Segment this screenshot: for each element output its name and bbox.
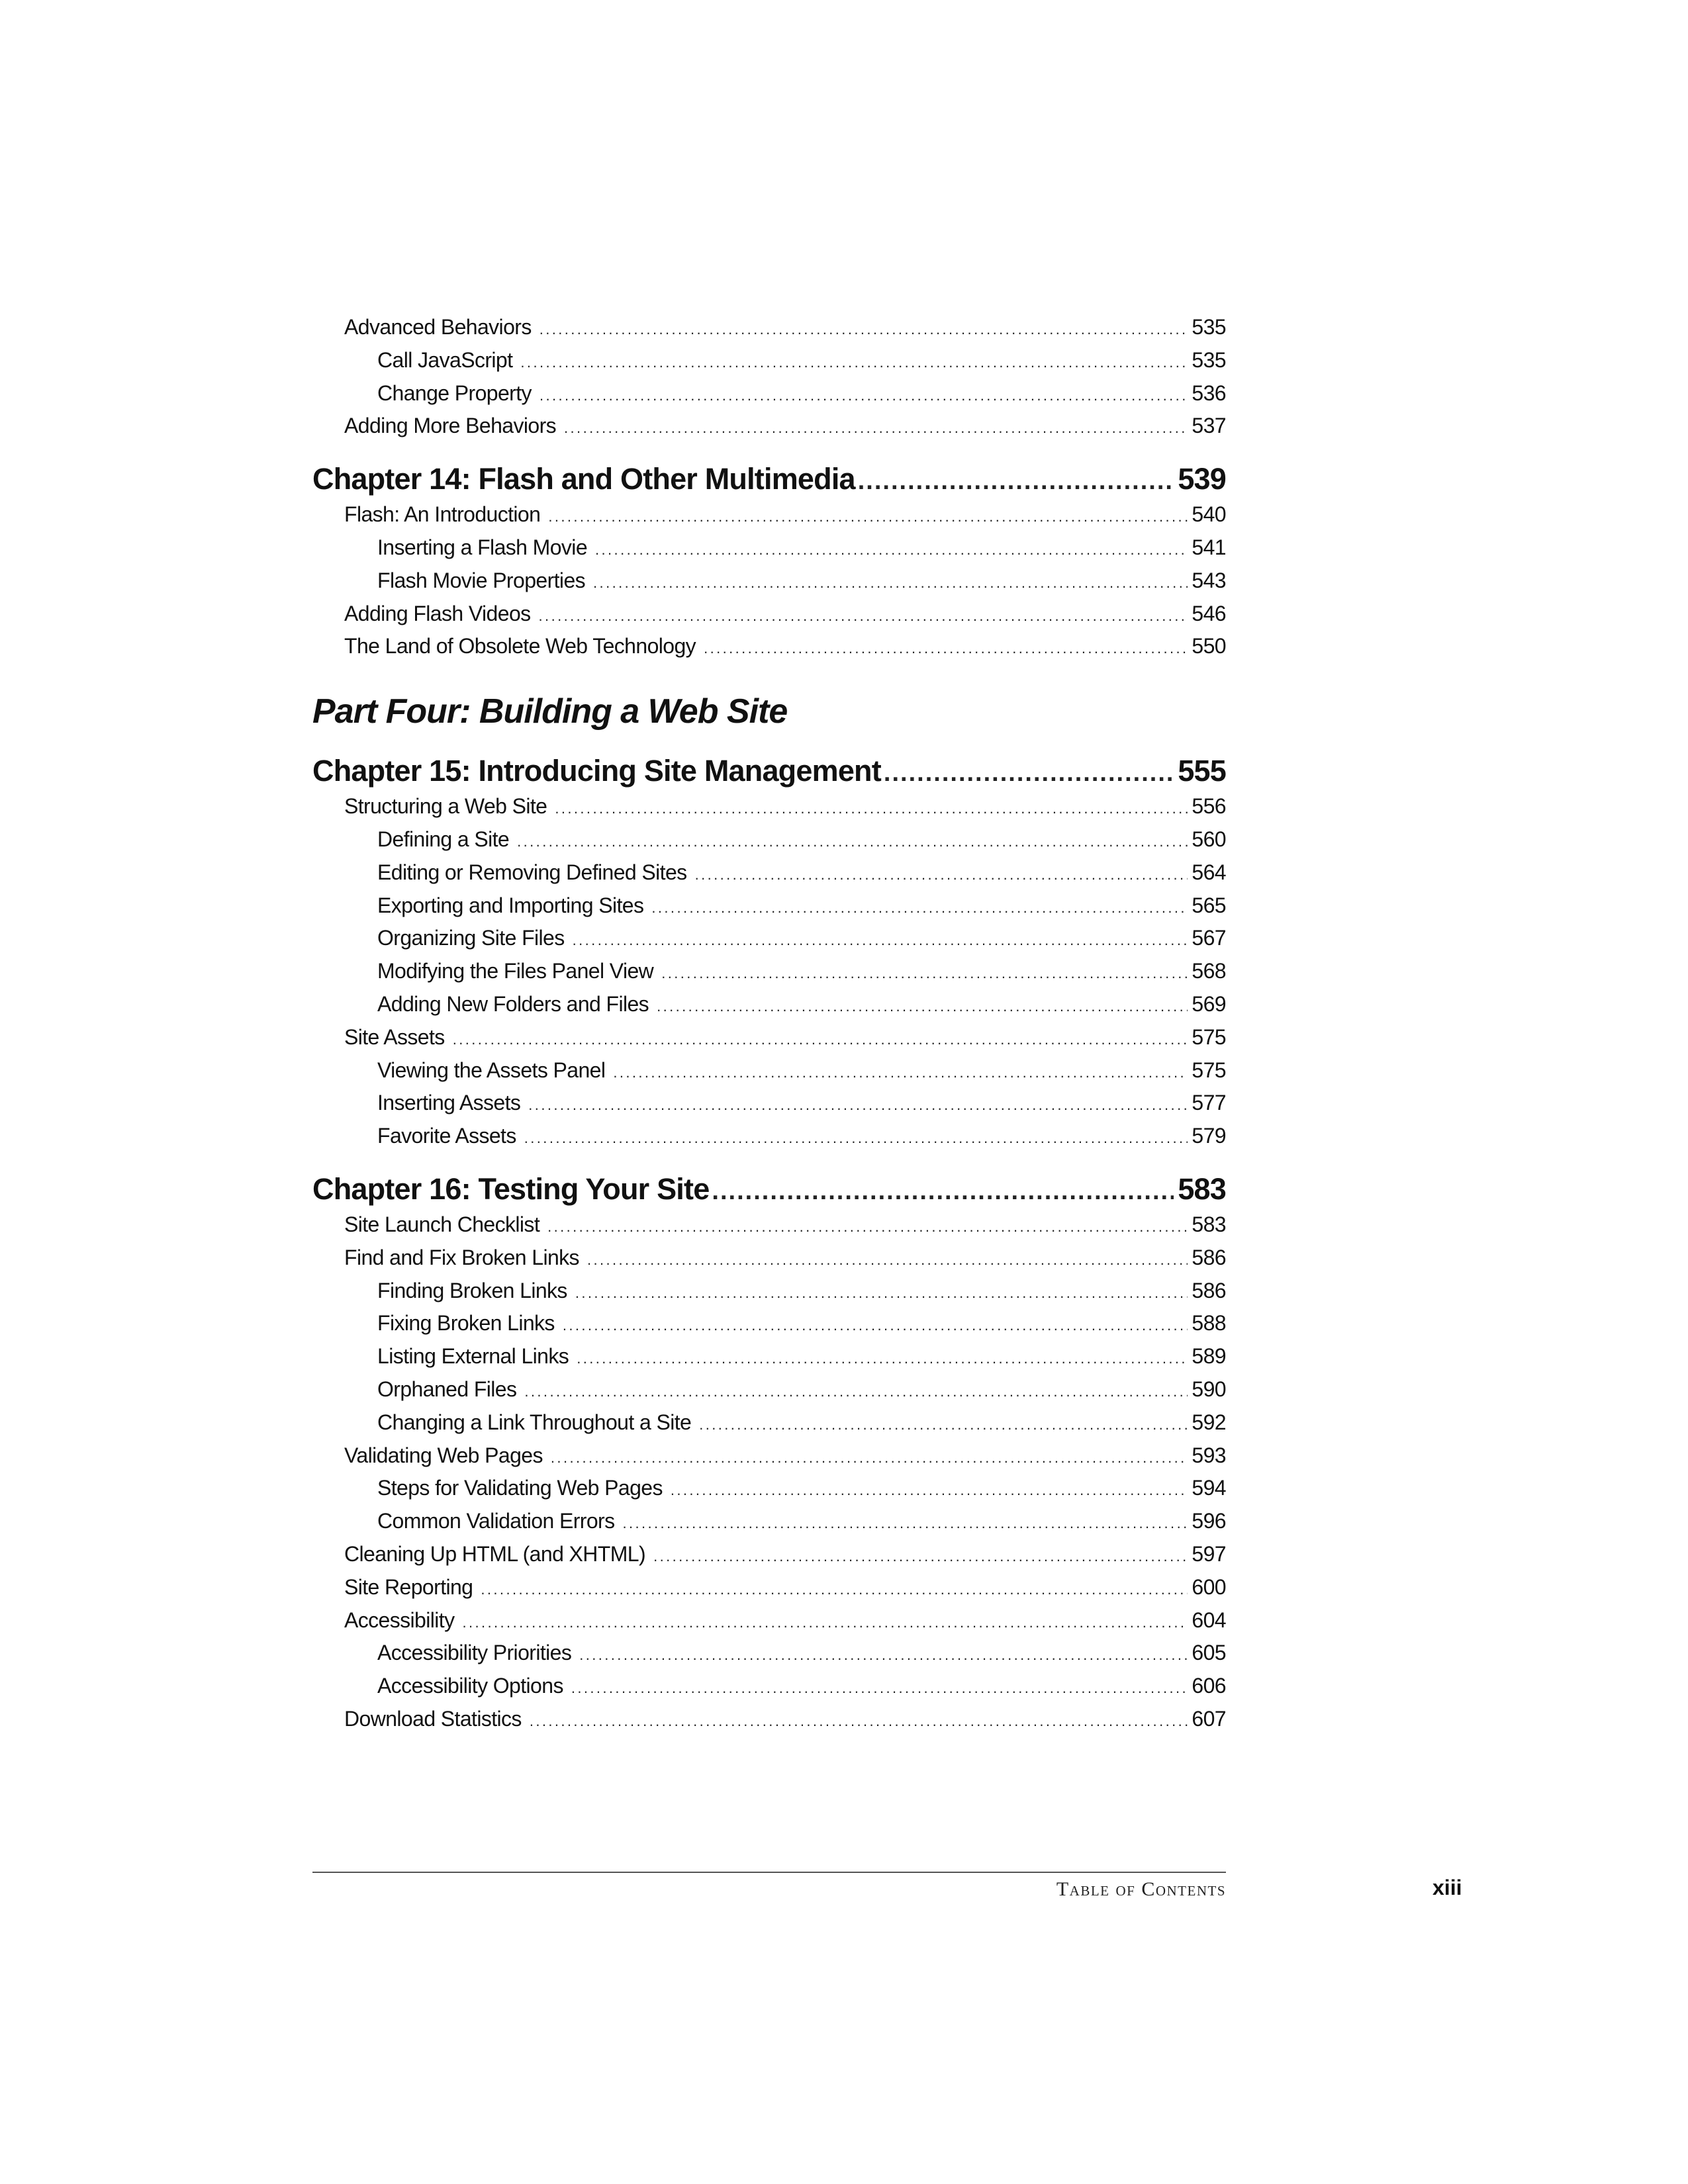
running-footer: Table of Contents [1056,1878,1226,1900]
toc-entry-title: Adding New Folders and Files [377,991,649,1016]
toc-entry [312,1439,1226,1473]
dot-leader [453,1023,1188,1056]
toc-entry-title: Modifying the Files Panel View [377,959,654,983]
toc-entry-title: Accessibility Options [377,1674,563,1698]
dot-leader [695,858,1188,891]
chapter-title: Chapter 14: Flash and Other Multimedia [312,462,855,496]
dot-leader [613,1056,1188,1089]
toc-entry [312,1340,1226,1373]
toc-entry [312,1604,1226,1637]
toc-entry-title: Adding Flash Videos [344,601,531,625]
toc-entry [312,1087,1226,1120]
toc-entry-title: Cleaning Up HTML (and XHTML) [344,1541,646,1566]
table-of-contents [312,311,1226,1736]
toc-entry-page: 593 [1192,1443,1226,1467]
chapter-title: Chapter 15: Introducing Site Management [312,754,881,788]
dot-leader [539,600,1188,633]
toc-entry-title: Download Statistics [344,1706,522,1731]
dot-leader [548,500,1188,533]
chapter-heading [312,1170,1226,1208]
dot-leader [555,792,1188,825]
dot-leader [524,1375,1188,1408]
toc-entry-page: 588 [1192,1311,1226,1336]
toc-entry-title: Find and Fix Broken Links [344,1245,579,1269]
toc-entry [312,1373,1226,1406]
toc-entry-title: Accessibility Priorities [377,1641,572,1665]
toc-entry [312,988,1226,1021]
toc-entry [312,1571,1226,1604]
dot-leader [462,1606,1188,1639]
toc-entry-page: 535 [1192,347,1226,372]
part-title: Part Four: Building a Web Site [312,692,788,731]
dot-leader [563,1309,1188,1342]
toc-entry-page: 567 [1192,926,1226,950]
toc-entry [312,1505,1226,1538]
toc-entry-page: 536 [1192,381,1226,405]
dot-leader [884,754,1174,792]
toc-entry [312,823,1226,856]
toc-entry [312,565,1226,598]
dot-leader [520,346,1188,379]
dot-leader [571,1672,1188,1705]
toc-entry-title: Flash Movie Properties [377,568,586,592]
dot-leader [551,1441,1188,1475]
part-heading [312,688,1226,735]
toc-entry [312,955,1226,988]
dot-leader [858,462,1174,500]
toc-entry-page: 550 [1192,634,1226,659]
page-number: xiii [1432,1876,1462,1899]
dot-leader [528,1089,1188,1122]
toc-entry [312,1703,1226,1736]
dot-leader [593,567,1188,600]
toc-entry-page: 543 [1192,568,1226,592]
toc-entry-title: Site Assets [344,1024,445,1049]
toc-entry [312,344,1226,377]
toc-entry [312,1208,1226,1242]
toc-entry [312,1406,1226,1439]
toc-entry-page: 605 [1192,1641,1226,1665]
toc-entry [312,1054,1226,1087]
dot-leader [539,379,1188,412]
dot-leader [699,1408,1188,1441]
toc-entry-title: Changing a Link Throughout a Site [377,1410,692,1434]
toc-entry [312,1120,1226,1153]
toc-entry-title: Steps for Validating Web Pages [377,1476,663,1500]
toc-entry-title: Advanced Behaviors [344,315,532,339]
chapter-page: 555 [1178,754,1226,788]
toc-entry-page: 577 [1192,1091,1226,1115]
toc-entry-page: 586 [1192,1278,1226,1302]
dot-leader [524,1122,1188,1155]
toc-entry-title: Common Validation Errors [377,1509,615,1533]
dot-leader [661,957,1188,990]
dot-leader [517,825,1188,858]
toc-entry-page: 540 [1192,502,1226,527]
toc-entry [312,1242,1226,1275]
toc-entry-page: 579 [1192,1124,1226,1148]
toc-entry-title: Validating Web Pages [344,1443,543,1467]
toc-entry-title: Site Reporting [344,1574,473,1599]
dot-leader [573,924,1188,957]
toc-entry-title: Structuring a Web Site [344,794,547,819]
toc-entry [312,1538,1226,1571]
chapter-heading [312,752,1226,790]
toc-entry-page: 583 [1192,1212,1226,1236]
dot-leader [622,1507,1188,1540]
chapter-page: 583 [1178,1171,1226,1206]
toc-entry [312,1670,1226,1703]
toc-entry-page: 607 [1192,1706,1226,1731]
toc-entry-title: Inserting Assets [377,1091,521,1115]
toc-entry-page: 606 [1192,1674,1226,1698]
toc-entry-page: 592 [1192,1410,1226,1434]
chapter-heading [312,460,1226,498]
toc-entry-page: 604 [1192,1608,1226,1632]
dot-leader [657,990,1188,1023]
toc-entry [312,790,1226,823]
dot-leader [651,891,1188,925]
toc-entry [312,922,1226,955]
toc-entry-title: Listing External Links [377,1344,569,1369]
toc-entry-page: 535 [1192,315,1226,339]
dot-leader [653,1540,1188,1573]
toc-entry-title: Fixing Broken Links [377,1311,555,1336]
toc-entry [312,889,1226,923]
toc-entry-title: The Land of Obsolete Web Technology [344,634,696,659]
toc-entry [312,1275,1226,1308]
dot-leader [671,1474,1188,1507]
dot-leader [579,1639,1188,1672]
dot-leader [577,1342,1188,1375]
toc-entry-page: 575 [1192,1024,1226,1049]
toc-entry [312,1472,1226,1505]
dot-leader [530,1705,1188,1738]
toc-entry-title: Editing or Removing Defined Sites [377,860,687,884]
toc-entry-title: Adding More Behaviors [344,414,557,438]
toc-entry-title: Favorite Assets [377,1124,516,1148]
toc-entry-title: Finding Broken Links [377,1278,567,1302]
toc-entry-page: 564 [1192,860,1226,884]
toc-entry-page: 600 [1192,1574,1226,1599]
toc-entry [312,311,1226,344]
toc-entry-page: 590 [1192,1377,1226,1401]
dot-leader [575,1277,1188,1310]
toc-entry-page: 537 [1192,414,1226,438]
toc-entry [312,1637,1226,1670]
toc-entry [312,377,1226,410]
toc-entry-page: 546 [1192,601,1226,625]
dot-leader [595,533,1188,567]
toc-entry-page: 594 [1192,1476,1226,1500]
toc-entry [312,410,1226,443]
toc-entry-page: 586 [1192,1245,1226,1269]
chapter-page: 539 [1178,462,1226,496]
dot-leader [564,412,1188,445]
toc-entry-title: Flash: An Introduction [344,502,541,527]
toc-entry [312,856,1226,889]
toc-entry-page: 568 [1192,959,1226,983]
toc-entry [312,531,1226,565]
toc-entry-page: 560 [1192,827,1226,851]
toc-entry-title: Organizing Site Files [377,926,565,950]
footer-divider [312,1872,1226,1873]
toc-entry [312,1307,1226,1340]
toc-entry-title: Inserting a Flash Movie [377,535,588,559]
toc-entry-title: Accessibility [344,1608,455,1632]
dot-leader [587,1244,1188,1277]
chapter-title: Chapter 16: Testing Your Site [312,1171,710,1206]
toc-entry-title: Exporting and Importing Sites [377,893,644,917]
toc-entry [312,1021,1226,1054]
toc-entry-page: 589 [1192,1344,1226,1369]
toc-entry-title: Change Property [377,381,532,405]
toc-entry-page: 575 [1192,1058,1226,1082]
dot-leader [539,313,1188,346]
dot-leader [712,1172,1174,1210]
dot-leader [481,1573,1188,1606]
toc-entry-page: 541 [1192,535,1226,559]
toc-entry-page: 569 [1192,991,1226,1016]
toc-entry-title: Orphaned Files [377,1377,517,1401]
toc-entry-title: Call JavaScript [377,347,513,372]
toc-entry [312,630,1226,663]
toc-entry-title: Viewing the Assets Panel [377,1058,606,1082]
dot-leader [547,1210,1188,1244]
toc-entry-page: 565 [1192,893,1226,917]
toc-entry [312,498,1226,531]
toc-entry [312,598,1226,631]
toc-entry-title: Site Launch Checklist [344,1212,540,1236]
toc-entry-page: 596 [1192,1509,1226,1533]
dot-leader [704,632,1188,665]
toc-entry-page: 556 [1192,794,1226,819]
toc-entry-title: Defining a Site [377,827,510,851]
toc-entry-page: 597 [1192,1541,1226,1566]
